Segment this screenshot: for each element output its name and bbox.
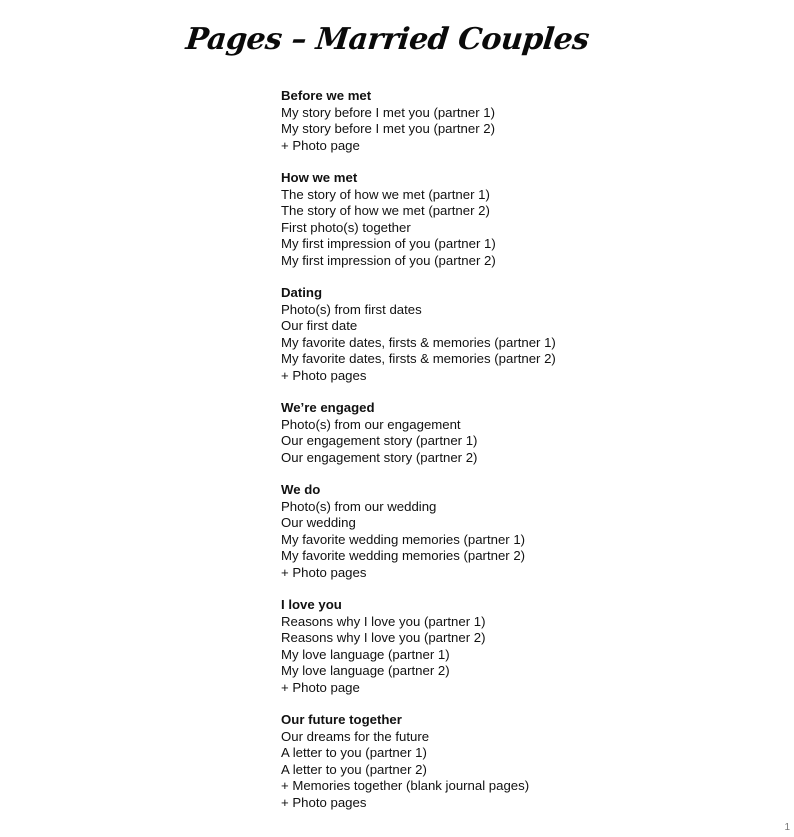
list-item: The story of how we met (partner 1) [281, 186, 490, 202]
list-item: My love language (partner 2) [281, 663, 450, 678]
list-item: My first impression of you (partner 1) [281, 236, 496, 251]
list-item: A letter to you (partner 2) [281, 761, 427, 777]
list-item: Reasons why I love you (partner 2) [281, 630, 486, 645]
page-number: 1 [784, 822, 790, 833]
page-list [281, 88, 681, 827]
section-how-we-met [281, 170, 681, 269]
list-item: My story before I met you (partner 2) [281, 121, 496, 136]
section-i-love-you [281, 597, 681, 696]
section-heading: Our future together [281, 712, 402, 727]
list-item: First photo(s) together [281, 219, 411, 235]
list-item: + Photo pages [281, 367, 367, 383]
list-item: + Photo page [281, 679, 360, 695]
list-item: Our engagement story (partner 1) [281, 433, 478, 448]
list-item: + Memories together (blank journal pages) [281, 778, 530, 793]
section-heading: I love you [281, 597, 342, 612]
list-item: Photo(s) from first dates [281, 301, 422, 317]
list-item: My first impression of you (partner 2) [281, 252, 496, 268]
list-item: A letter to you (partner 1) [281, 745, 427, 760]
list-item: My favorite dates, firsts & memories (partner 1) [281, 334, 556, 350]
list-item: + Photo page [281, 137, 360, 153]
list-item: Our wedding [281, 515, 356, 530]
page-title-text: Pages – Married Couples [183, 22, 591, 57]
list-item: Photo(s) from our engagement [281, 416, 461, 432]
list-item: Our first date [281, 318, 358, 333]
list-item: My love language (partner 1) [281, 646, 450, 662]
list-item: Photo(s) from our wedding [281, 498, 437, 514]
list-item: + Photo pages [281, 564, 367, 580]
section-heading: We do [281, 482, 321, 497]
list-item: My favorite wedding memories (partner 2) [281, 548, 526, 563]
list-item: My favorite wedding memories (partner 1) [281, 531, 526, 547]
list-item: + Photo pages [281, 794, 367, 810]
section-heading: Before we met [281, 88, 372, 103]
section-we-do [281, 482, 681, 581]
list-item: My favorite dates, firsts & memories (partner 2) [281, 351, 556, 366]
list-item: The story of how we met (partner 2) [281, 203, 490, 218]
section-heading: Dating [281, 285, 323, 300]
section-our-future-together [281, 712, 681, 811]
list-item: Our engagement story (partner 2) [281, 449, 478, 465]
section-dating [281, 285, 681, 384]
list-item: Our dreams for the future [281, 728, 430, 744]
section-heading: How we met [281, 170, 358, 185]
list-item: Reasons why I love you (partner 1) [281, 613, 486, 629]
section-were-engaged [281, 400, 681, 466]
page-title [0, 20, 794, 57]
section-before-we-met [281, 88, 681, 154]
list-item: My story before I met you (partner 1) [281, 104, 496, 120]
section-heading: We’re engaged [281, 400, 375, 415]
